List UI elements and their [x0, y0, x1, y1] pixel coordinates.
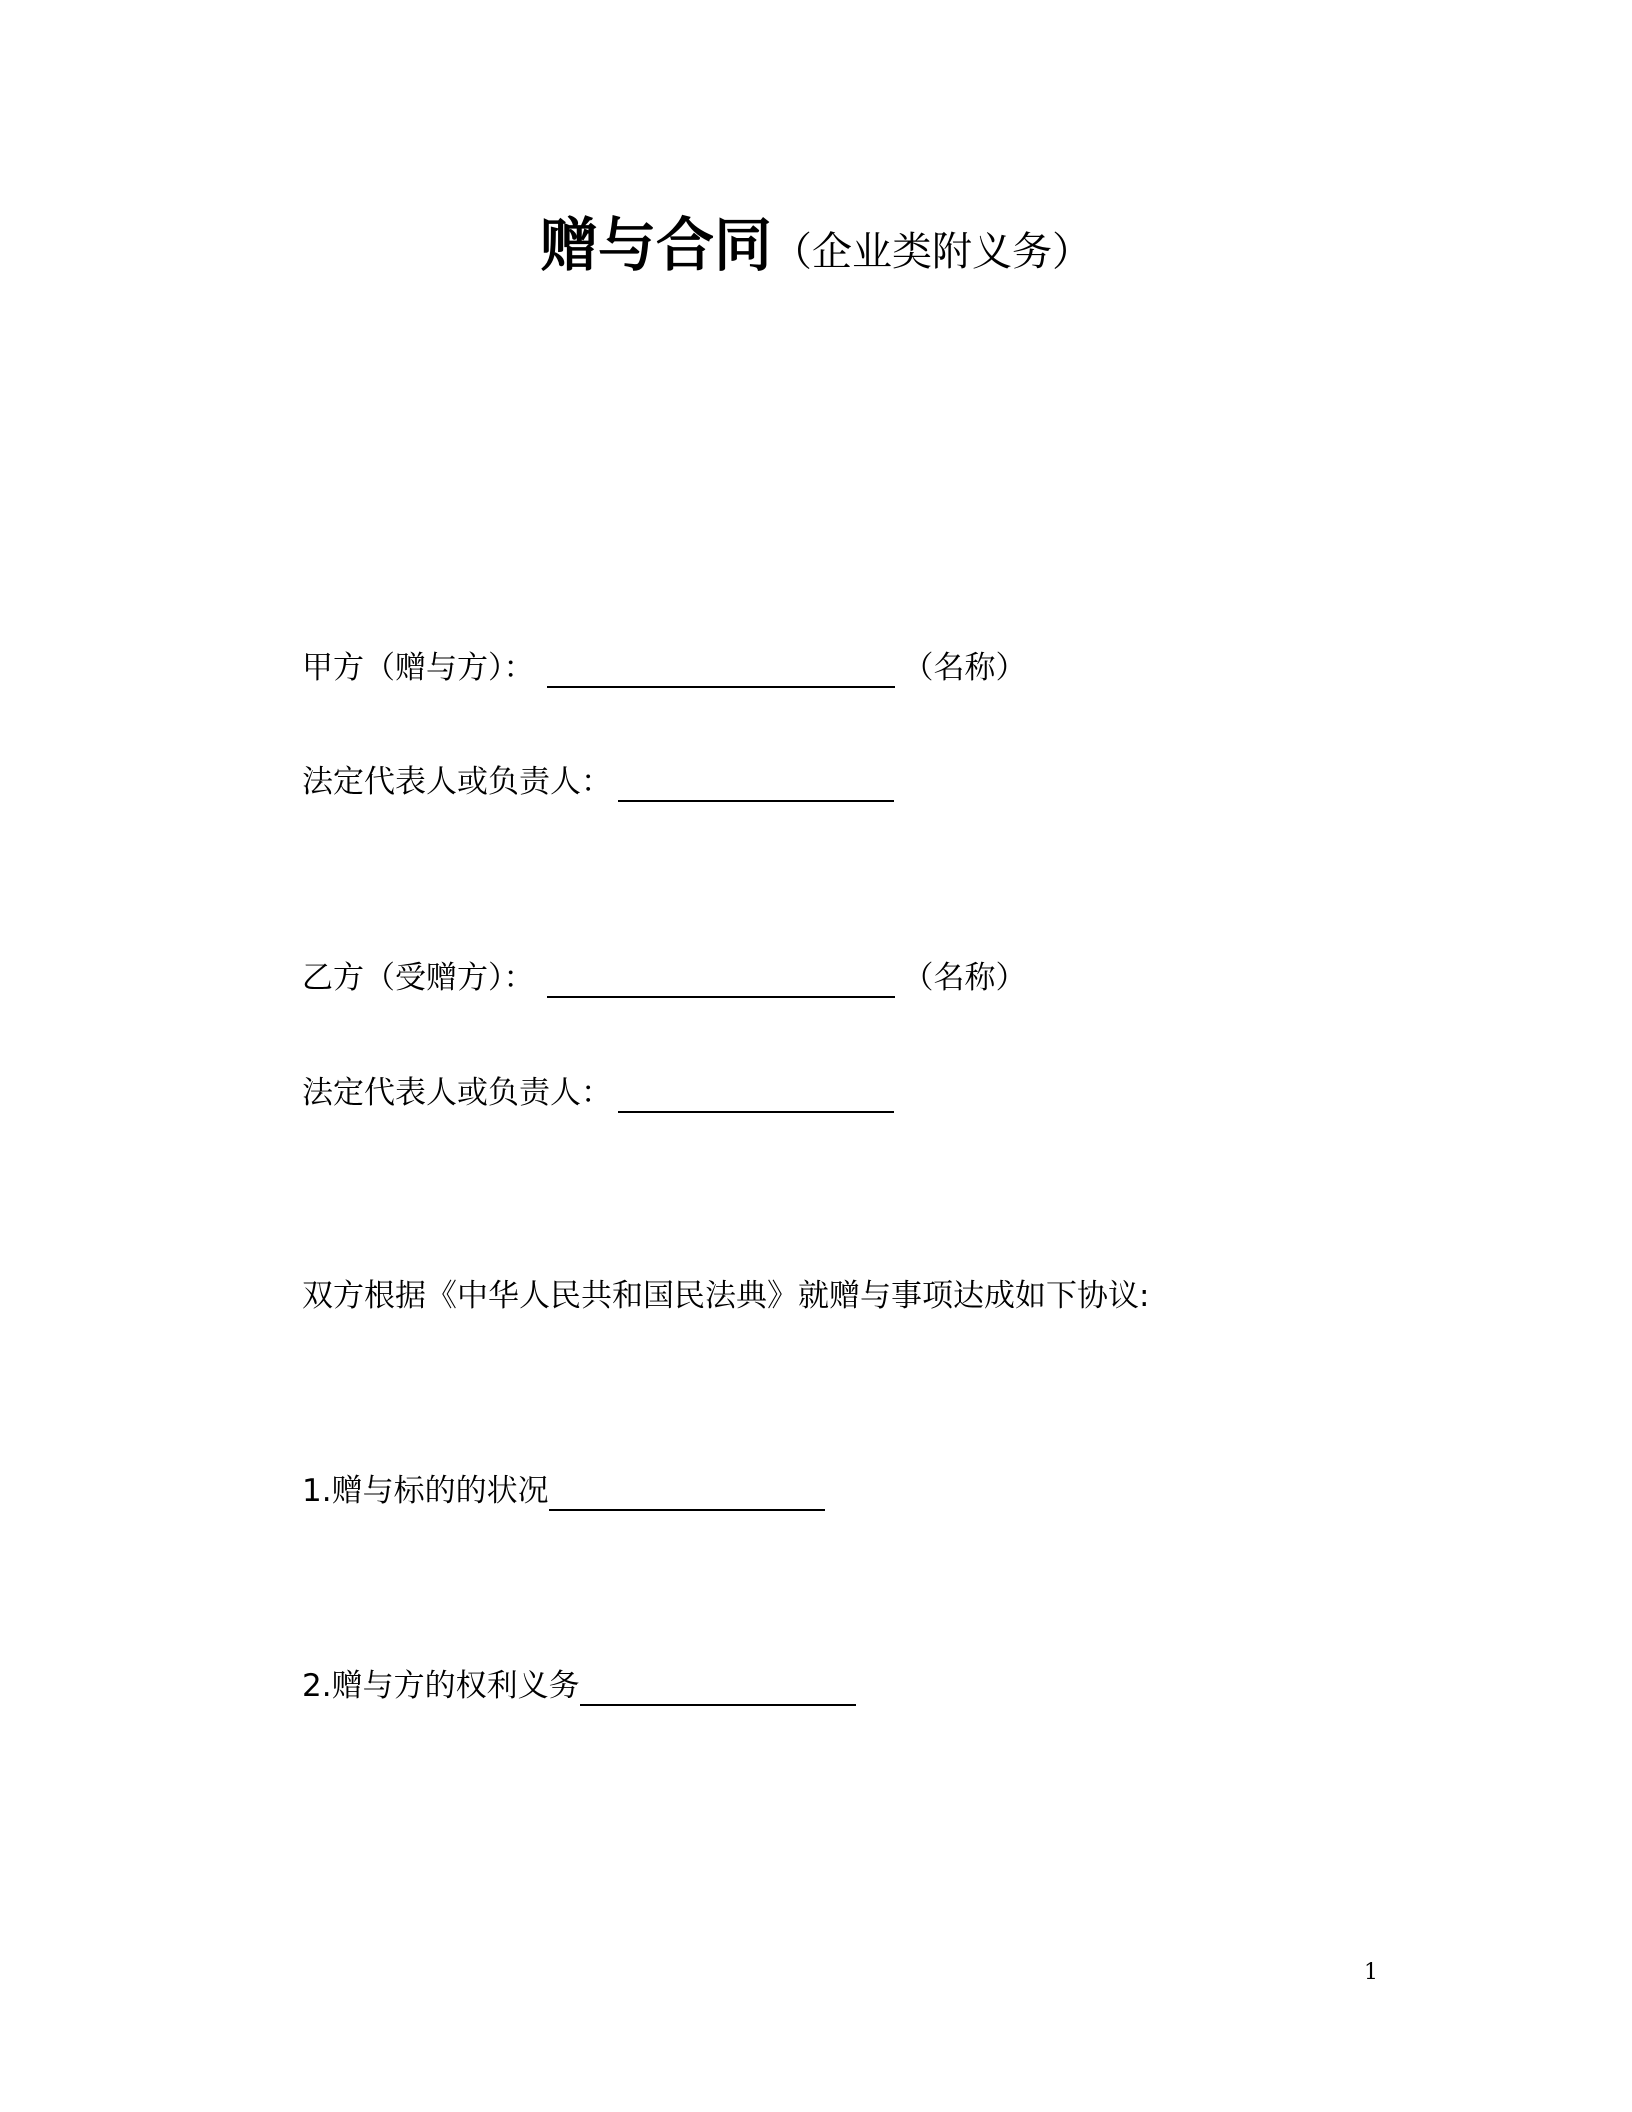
party-a-rep-label: 法定代表人或负责人： — [302, 764, 612, 800]
clause-1 — [302, 1471, 825, 1511]
party-b-line — [302, 958, 1027, 998]
title-subtitle: （企业类附义务） — [772, 229, 1092, 275]
clause-2-label: 2.赠与方的权利义务 — [302, 1668, 580, 1704]
party-a-name-blank[interactable] — [547, 650, 895, 688]
document-title — [0, 198, 1632, 282]
clause-2-blank[interactable] — [580, 1668, 856, 1706]
clause-1-label: 1.赠与标的的状况 — [302, 1473, 549, 1509]
title-main: 赠与合同 — [539, 211, 772, 279]
page-number: 1 — [1364, 1960, 1378, 1985]
agreement-intro: 双方根据《中华人民共和国民法典》就赠与事项达成如下协议: — [302, 1278, 1150, 1314]
party-a-name-suffix: （名称） — [902, 650, 1027, 686]
party-a-rep-blank[interactable] — [618, 764, 894, 802]
party-b-rep-line — [302, 1073, 894, 1113]
party-b-rep-blank[interactable] — [618, 1075, 894, 1113]
party-a-line — [302, 648, 1027, 688]
party-b-rep-label: 法定代表人或负责人： — [302, 1075, 612, 1111]
party-b-name-blank[interactable] — [547, 960, 895, 998]
clause-1-blank[interactable] — [549, 1473, 825, 1511]
party-a-label: 甲方（赠与方）： — [302, 650, 535, 686]
party-b-name-suffix: （名称） — [902, 960, 1027, 996]
party-a-rep-line — [302, 762, 894, 802]
clause-2 — [302, 1666, 856, 1706]
party-b-label: 乙方（受赠方）： — [302, 960, 535, 996]
